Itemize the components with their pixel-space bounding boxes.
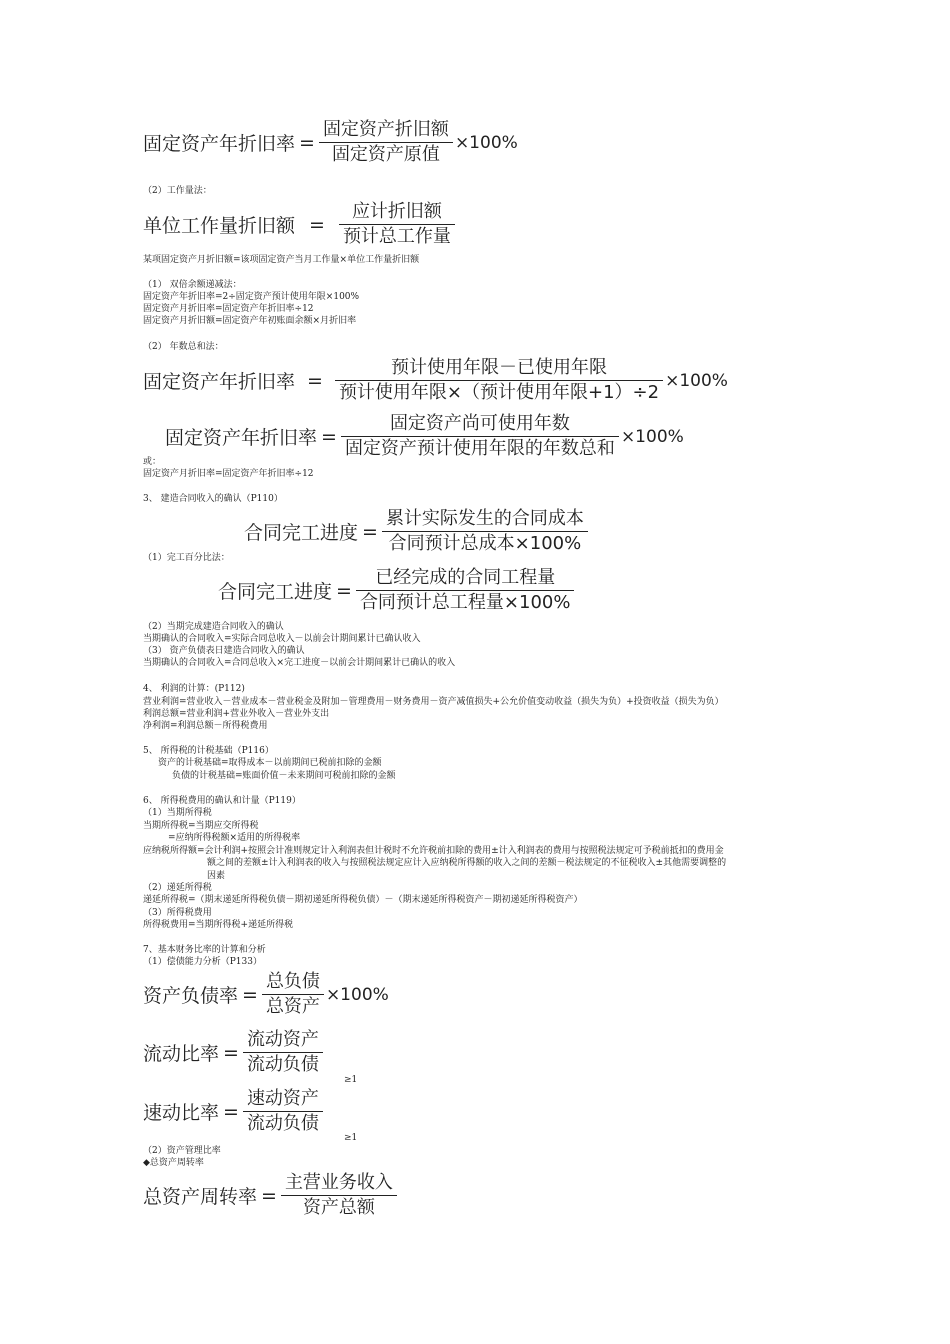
fraction [243, 1087, 323, 1136]
denominator: 流动负债 [246, 1113, 319, 1134]
denominator: 总资产 [265, 996, 320, 1017]
text-line: 利润总额=营业利润+营业外收入－营业外支出 [143, 709, 330, 719]
formula-lhs: 速动比率 [143, 1102, 220, 1124]
section-heading-5: 5、 所得税的计税基础（P116） [143, 746, 274, 756]
numerator: 流动资产 [246, 1029, 319, 1050]
denominator: 固定资产原值 [331, 144, 440, 165]
formula-lhs: 单位工作量折旧额 [143, 215, 296, 237]
threshold-note: ≥1 [344, 1133, 358, 1143]
text-line: 当期所得税=当期应交所得税 [143, 821, 259, 831]
denominator: 流动负债 [246, 1054, 319, 1075]
formula-current-ratio [143, 1028, 323, 1077]
numerator: 累计实际发生的合同成本 [385, 508, 584, 529]
text-line: （3）所得税费用 [143, 908, 212, 918]
denominator: 固定资产预计使用年限的年数总和 [344, 438, 615, 459]
text-line: 固定资产年折旧率=2÷固定资产预计使用年限×100% [143, 292, 360, 302]
section-heading-4: 4、 利润的计算：(P112) [143, 684, 245, 694]
equals-sign: = [321, 425, 337, 448]
fraction [243, 1028, 323, 1077]
text-line: 固定资产月折旧额=固定资产年初账面余额×月折旧率 [143, 316, 357, 326]
text-line: （1）偿债能力分析（P133） [143, 957, 262, 967]
equals-sign: = [307, 369, 323, 392]
text-line: ◆总资产周转率 [143, 1158, 204, 1168]
equals-sign: = [309, 213, 325, 236]
fraction [339, 200, 455, 249]
text-line: 所得税费用=当期所得税+递延所得税 [143, 920, 294, 930]
denominator: 合同预计总成本×100% [388, 533, 582, 554]
formula-lhs: 固定资产年折旧率 [165, 427, 318, 449]
heading-double-declining: （1） 双倍余额递减法： [143, 280, 242, 290]
numerator: 速动资产 [246, 1088, 319, 1109]
denominator: 预计总工作量 [342, 226, 451, 247]
numerator: 固定资产尚可使用年数 [389, 413, 570, 434]
denominator: 预计使用年限×（预计使用年限+1）÷2 [338, 382, 660, 403]
section-heading-6: 6、 所得税费用的确认和计量（P119） [143, 796, 301, 806]
threshold-note: ≥1 [344, 1075, 358, 1085]
text-line: 递延所得税=（期末递延所得税负债－期初递延所得税负债）－（期末递延所得税资产－期初递延所得税资产） [143, 895, 583, 905]
text-line: （2）资产管理比率 [143, 1146, 221, 1156]
formula-tail: ×100% [620, 426, 684, 447]
text-line: 营业利润=营业收入－营业成本－营业税金及附加－管理费用－财务费用－资产减值损失+公允价值变动收益（损失为负）+投资收益（损失为负） [143, 697, 724, 707]
text-line: 固定资产月折旧率=固定资产年折旧率÷12 [143, 304, 314, 314]
numerator: 应计折旧额 [351, 201, 442, 222]
equals-sign: = [362, 520, 378, 543]
formula-tail: ×100% [665, 370, 728, 391]
numerator: 固定资产折旧额 [322, 119, 449, 140]
formula-quick-ratio [143, 1087, 323, 1136]
fraction [319, 118, 453, 167]
formula-tail: ×100% [454, 132, 518, 153]
text-line: 额之间的差额±计入利润表的收入与按照税法规定应计入应纳税所得额的收入之间的差额－税法规定的不征税收入±其他需要调整的 [207, 858, 727, 868]
numerator: 总负债 [265, 971, 320, 992]
formula-total-asset-turnover [143, 1171, 397, 1220]
formula-lhs: 合同完工进度 [244, 522, 359, 544]
text-line: 净利润=利润总额－所得税费用 [143, 721, 268, 731]
formula-lhs: 流动比率 [143, 1043, 220, 1065]
fraction [281, 1171, 397, 1220]
formula-lhs: 总资产周转率 [143, 1186, 258, 1208]
text-line: 当期确认的合同收入=实际合同总收入－以前会计期间累计已确认收入 [143, 634, 421, 644]
formula-tail: ×100% [325, 984, 389, 1005]
text-line: 或： [143, 457, 162, 467]
formula-contract-progress-cost [244, 507, 588, 556]
text-line: 当期确认的合同收入=合同总收入×完工进度－以前会计期间累计已确认的收入 [143, 658, 456, 668]
heading-sum-of-years: （2） 年数总和法： [143, 342, 224, 352]
numerator: 主营业务收入 [284, 1172, 393, 1193]
fraction [382, 507, 588, 556]
section-heading-3: 3、 建造合同收入的确认（P110） [143, 494, 283, 504]
fraction [262, 970, 324, 1019]
formula-unit-workload-depreciation [143, 200, 455, 249]
formula-debt-ratio [143, 970, 389, 1019]
text-line: 某项固定资产月折旧额=该项固定资产当月工作量×单位工作量折旧额 [143, 255, 420, 265]
formula-sum-of-years-rate [143, 356, 728, 405]
heading-percentage-completion: （1）完工百分比法： [143, 553, 230, 563]
equals-sign: = [299, 131, 315, 154]
text-line: （2）递延所得税 [143, 883, 212, 893]
equals-sign: = [242, 983, 258, 1006]
section-heading-7: 7、基本财务比率的计算和分析 [143, 945, 266, 955]
text-line: （3） 资产负债表日建造合同收入的确认 [143, 646, 305, 656]
equals-sign: = [261, 1184, 277, 1207]
formula-lhs: 合同完工进度 [218, 581, 333, 603]
text-line: 资产的计税基础=取得成本－以前期间已税前扣除的金额 [158, 758, 382, 768]
formula-lhs: 资产负债率 [143, 985, 239, 1007]
fraction [356, 566, 575, 615]
equals-sign: = [223, 1041, 239, 1064]
text-line: 因素 [207, 871, 226, 881]
formula-lhs: 固定资产年折旧率 [143, 371, 296, 393]
formula-contract-progress-work [218, 566, 574, 615]
text-line: 固定资产月折旧率=固定资产年折旧率÷12 [143, 469, 314, 479]
formula-annual-depreciation-rate [143, 118, 518, 167]
text-line: （1）当期所得税 [143, 808, 212, 818]
fraction [341, 412, 619, 461]
equals-sign: = [223, 1100, 239, 1123]
text-line: 负债的计税基础=账面价值－未来期间可税前扣除的金额 [172, 771, 396, 781]
denominator: 资产总额 [302, 1197, 375, 1218]
numerator: 预计使用年限－已使用年限 [391, 357, 608, 378]
text-line: =应纳所得税额×适用的所得税率 [168, 833, 301, 843]
numerator: 已经完成的合同工程量 [375, 567, 556, 588]
denominator: 合同预计总工程量×100% [359, 592, 571, 613]
fraction [335, 356, 663, 405]
equals-sign: = [336, 579, 352, 602]
formula-lhs: 固定资产年折旧率 [143, 133, 296, 155]
text-line: （2）当期完成建造合同收入的确认 [143, 622, 284, 632]
formula-remaining-years-rate [165, 412, 684, 461]
text-line: 应纳税所得额=会计利润+按照会计准则规定计入利润表但计税时不允许税前扣除的费用±计入利润表的费用与按照税法规定可予税前抵扣的费用金 [143, 846, 724, 856]
heading-workload-method: （2）工作量法： [143, 186, 212, 196]
